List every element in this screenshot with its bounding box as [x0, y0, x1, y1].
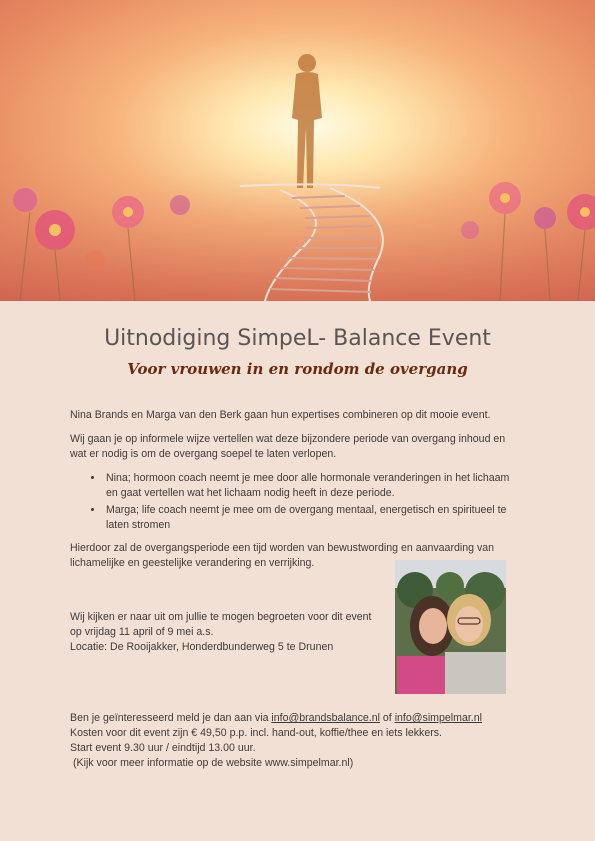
intro-paragraph-2: Wij gaan je op informele wijze vertellen wat deze bijzondere periode van overgang inhoud en wat er nodig is om de overgang soepel te laten verlopen. — [70, 433, 506, 460]
closing-paragraph: Hierdoor zal de overgangsperiode een tijd worden van bewustwording en aanvaarding van lichamelijke en geestelijke verandering en verrijking. — [70, 542, 495, 569]
signup-line: Ben je geïnteresseerd meld je dan aan via info@brandsbalance.nl of info@simpelmar.nl — [70, 712, 482, 724]
website-note: (Kijk voor meer informatie op de website www.simpelmar.nl) — [73, 757, 354, 769]
event-title: Uitnodiging SimpeL- Balance Event — [104, 326, 491, 351]
invitation-details — [70, 610, 390, 655]
intro-paragraph: Nina Brands en Marga van den Berk gaan hun expertises combineren op dit mooie event. — [70, 409, 491, 421]
invite-line: Wij kijken er naar uit om jullie te mogen begroeten voor dit event — [70, 611, 372, 623]
event-location: Locatie: De Rooijakker, Honderdbunderweg 5 te Drunen — [70, 641, 334, 653]
list-item: • Nina; hormoon coach neemt je mee door alle hormonale veranderingen in het lichaam en gaat vertellen wat het lichaam nodig heeft in deze periode. — [104, 471, 520, 501]
event-description — [70, 408, 520, 580]
event-subtitle: Voor vrouwen in en rondom de overgang — [127, 360, 468, 378]
coach-list — [70, 471, 520, 533]
coaches-photo — [395, 560, 506, 694]
email-link-brandsbalance[interactable]: info@brandsbalance.nl — [271, 712, 380, 724]
hero-image — [0, 0, 595, 301]
event-dates: op vrijdag 11 april of 9 mei a.s. — [70, 626, 214, 638]
costs-line: Kosten voor dit event zijn € 49,50 p.p. incl. hand-out, koffie/thee en iets lekkers. — [70, 727, 442, 739]
times-line: Start event 9.30 uur / eindtijd 13.00 uur. — [70, 742, 256, 754]
list-item: • Marga; life coach neemt je mee om de overgang mentaal, energetisch en spiritueel te laten stromen — [104, 503, 520, 533]
email-link-simpelmar[interactable]: info@simpelmar.nl — [394, 712, 482, 724]
contact-info — [70, 711, 540, 771]
